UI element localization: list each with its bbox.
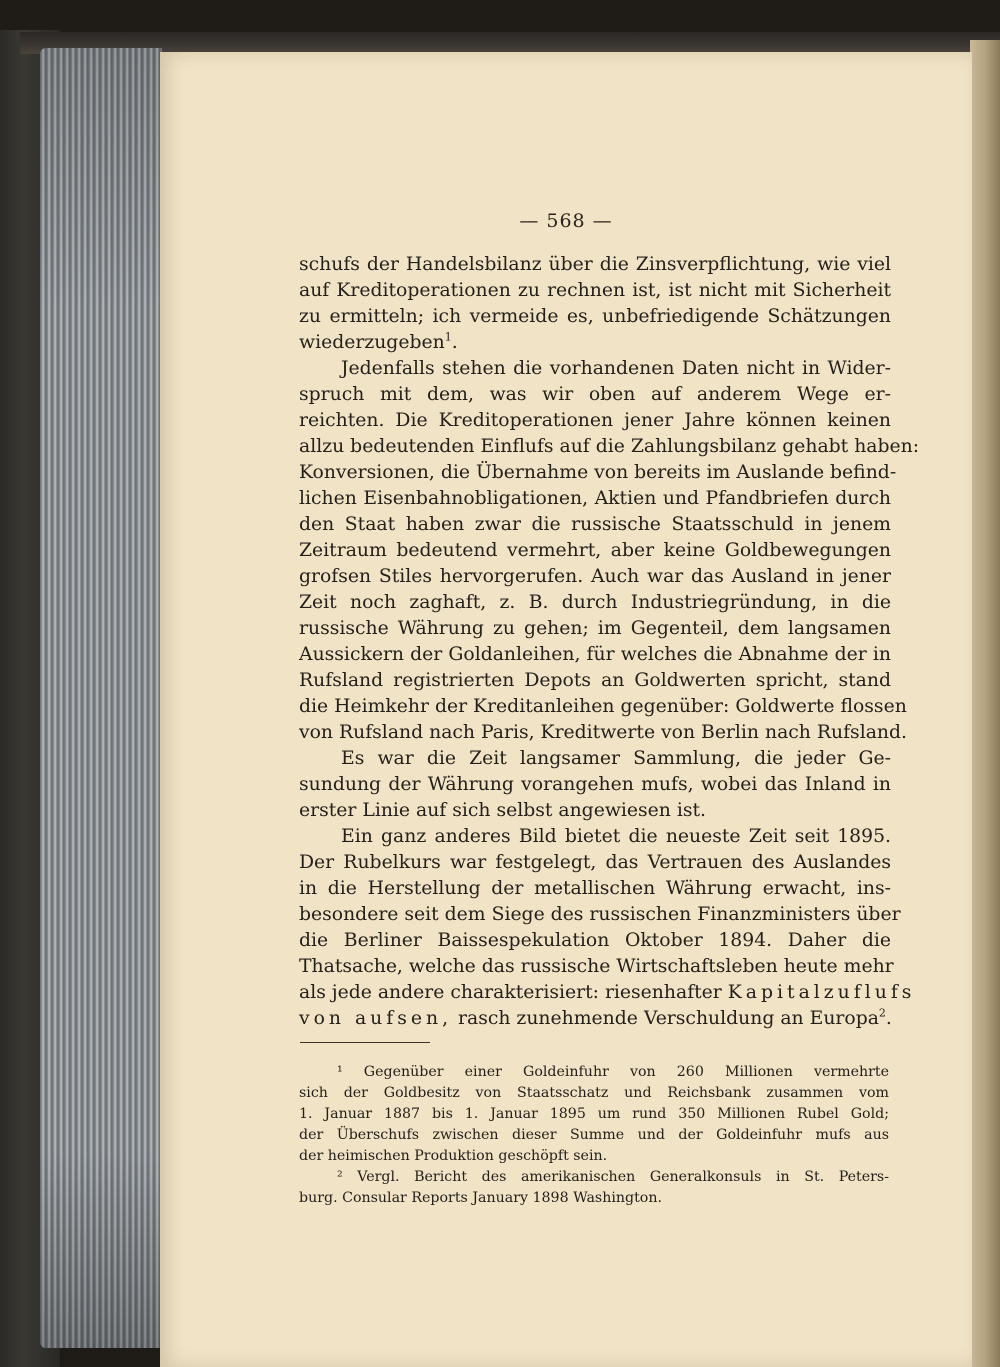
- spaced-emphasis: von aufsen,: [299, 1008, 453, 1029]
- footnote-ref-1: 1: [444, 330, 452, 344]
- body-line: zu ermitteln; ich vermeide es, unbefriedigende Schätzungen: [299, 306, 891, 327]
- body-line: von Rufsland nach Paris, Kreditwerte von Berlin nach Rufsland.: [299, 722, 907, 743]
- body-line: spruch mit dem, was wir oben auf anderem Wege er-: [299, 384, 891, 405]
- book-page: [160, 52, 972, 1367]
- body-line: Zeit noch zaghaft, z. B. durch Industriegründung, in die: [299, 592, 891, 613]
- footnote-line: der Überschufs zwischen dieser Summe und der Goldeinfuhr mufs aus: [299, 1127, 889, 1143]
- body-line: erster Linie auf sich selbst angewiesen ist.: [299, 800, 706, 821]
- footnote-line: der heimischen Produktion geschöpft sein.: [299, 1148, 608, 1164]
- spaced-emphasis: Kapitalzuflufs: [727, 982, 916, 1003]
- page-number: — 568 —: [519, 210, 613, 232]
- book-top-edge: [20, 32, 1000, 54]
- body-line: als jede andere charakterisiert: riesenhafter Kapitalzuflufs: [299, 982, 916, 1003]
- footnote-ref-2: 2: [878, 1006, 886, 1020]
- body-line: Ein ganz anderes Bild bietet die neueste Zeit seit 1895.: [341, 826, 891, 847]
- body-line: von aufsen, rasch zunehmende Verschuldung an Europa$^2$.: [299, 1006, 892, 1029]
- body-line: die Heimkehr der Kreditanleihen gegenüber: Goldwerte flossen: [299, 696, 907, 717]
- body-line: Thatsache, welche das russische Wirtschaftsleben heute mehr: [299, 956, 894, 977]
- footnote-line: ² Vergl. Bericht des amerikanischen Generalkonsuls in St. Peters-: [337, 1169, 889, 1185]
- footnote-line: burg. Consular Reports January 1898 Washington.: [299, 1190, 662, 1206]
- body-line: Jedenfalls stehen die vorhandenen Daten nicht in Wider-: [341, 358, 891, 379]
- body-line: allzu bedeutenden Einflufs auf die Zahlungsbilanz gehabt haben:: [299, 436, 920, 457]
- body-line: Der Rubelkurs war festgelegt, das Vertrauen des Auslandes: [299, 852, 891, 873]
- footnote-divider: [300, 1042, 430, 1043]
- body-text: [299, 252, 920, 1032]
- body-line: Konversionen, die Übernahme von bereits im Auslande befind-: [299, 462, 897, 483]
- body-line: die Berliner Baissespekulation Oktober 1894. Daher die: [299, 930, 891, 951]
- body-line: den Staat haben zwar die russische Staatsschuld in jenem: [299, 514, 891, 535]
- body-line: besondere seit dem Siege des russischen Finanzministers über: [299, 904, 901, 925]
- body-line: grofsen Stiles hervorgerufen. Auch war das Ausland in jener: [299, 566, 891, 587]
- footnotes: [299, 1062, 889, 1209]
- body-line: sundung der Währung vorangehen mufs, wobei das Inland in: [299, 774, 891, 795]
- body-line: Es war die Zeit langsamer Sammlung, die jeder Ge-: [341, 748, 891, 769]
- footnote-line: sich der Goldbesitz von Staatsschatz und Reichsbank zusammen vom: [299, 1085, 889, 1101]
- body-line: lichen Eisenbahnobligationen, Aktien und Pfandbriefen durch: [299, 488, 891, 509]
- footnote-line: 1. Januar 1887 bis 1. Januar 1895 um rund 350 Millionen Rubel Gold;: [299, 1106, 889, 1122]
- page-edges-shade: [40, 48, 162, 1348]
- body-line: Aussickern der Goldanleihen, für welches die Abnahme der in: [299, 644, 891, 665]
- body-line: Zeitraum bedeutend vermehrt, aber keine Goldbewegungen: [299, 540, 891, 561]
- body-line: Rufsland registrierten Depots an Goldwerten spricht, stand: [299, 670, 891, 691]
- body-line: in die Herstellung der metallischen Währung erwacht, ins-: [299, 878, 891, 899]
- body-line: reichten. Die Kreditoperationen jener Jahre können keinen: [299, 410, 891, 431]
- body-line: wiederzugeben$^1$.: [299, 330, 458, 353]
- body-line: russische Währung zu gehen; im Gegenteil, dem langsamen: [299, 618, 891, 639]
- body-line: auf Kreditoperationen zu rechnen ist, ist nicht mit Sicherheit: [299, 280, 891, 301]
- footnote-line: ¹ Gegenüber einer Goldeinfuhr von 260 Millionen vermehrte: [337, 1064, 889, 1080]
- body-line: schufs der Handelsbilanz über die Zinsverpflichtung, wie viel: [299, 254, 891, 275]
- facing-page-edge: [970, 40, 1000, 1367]
